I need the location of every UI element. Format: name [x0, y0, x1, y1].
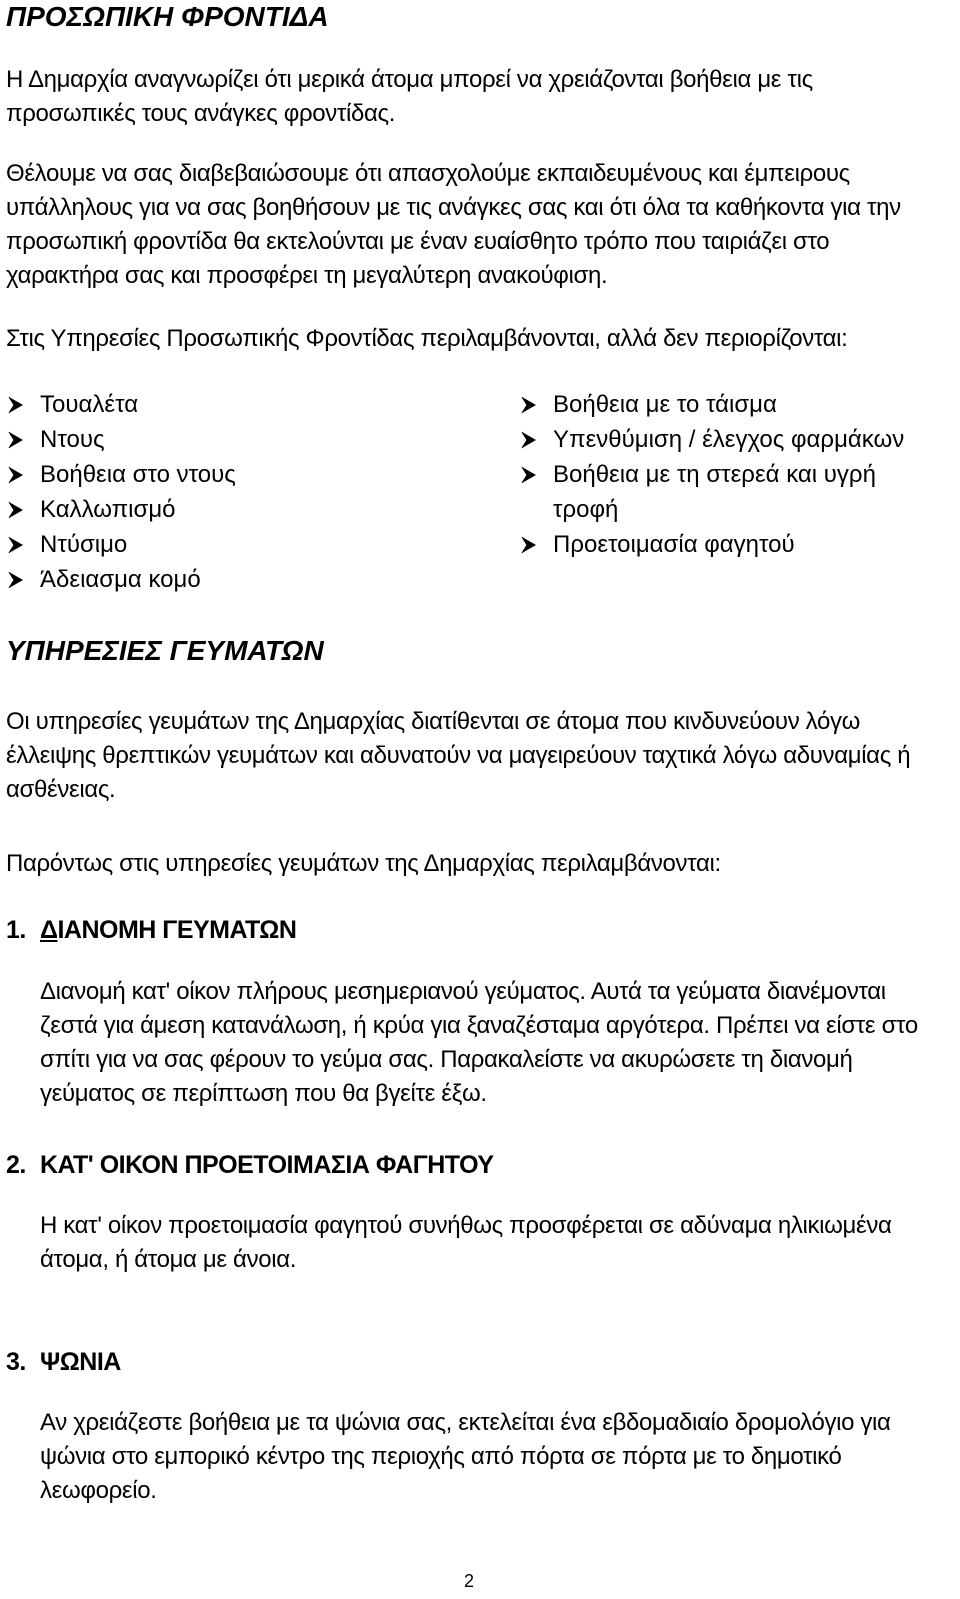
section-heading-home-cooking: [6, 1148, 494, 1182]
list-item-label: Τουαλέτα: [40, 391, 139, 418]
section-heading-text: ΚΑΤ' ΟΙΚΟΝ ΠΡΟΕΤΟΙΜΑΣΙΑ ΦΑΓΗΤΟΥ: [40, 1151, 494, 1179]
list-item: [6, 563, 486, 598]
list-item: [6, 423, 486, 458]
left-services-list: [6, 388, 486, 598]
list-item: [6, 528, 486, 563]
list-item-label: Ντύσιμο: [40, 531, 128, 558]
section-heading-text: ΨΩΝΙΑ: [40, 1348, 121, 1376]
arrow-bullet-icon: [6, 430, 26, 450]
list-item-label: Βοήθεια με το τάισμα: [553, 391, 777, 418]
section-heading-text: ΙΑΝΟΜΗ ΓΕΥΜΑΤΩΝ: [57, 916, 297, 944]
arrow-bullet-icon: [519, 465, 539, 485]
section-number: 3.: [6, 1348, 26, 1376]
list-item-label: Άδειασμα κομό: [40, 566, 201, 593]
list-item: [519, 458, 939, 493]
section-heading-initial: Δ: [40, 916, 58, 944]
list-item-label: Βοήθεια στο ντους: [40, 461, 236, 488]
list-item-label: Ντους: [40, 426, 105, 453]
list-item: [519, 423, 939, 458]
meal-services-intro: Οι υπηρεσίες γευμάτων της Δημαρχίας διατίθενται σε άτομα που κινδυνεύουν λόγω έλλειψης θρεπτικών γευμάτων και αδυνατούν να μαγειρεύουν ταχτικά λόγω αδυναμίας ή ασθένειας.: [6, 708, 911, 803]
arrow-bullet-icon: [6, 465, 26, 485]
arrow-bullet-icon: [6, 535, 26, 555]
section-heading-shopping: [6, 1345, 121, 1379]
services-intro: Στις Υπηρεσίες Προσωπικής Φροντίδας περιλαμβάνονται, αλλά δεν περιορίζονται:: [6, 325, 848, 352]
list-item-label: Προετοιμασία φαγητού: [553, 531, 795, 558]
arrow-bullet-icon: [6, 500, 26, 520]
personal-care-intro: Η Δημαρχία αναγνωρίζει ότι μερικά άτομα μπορεί να χρειάζονται βοήθεια με τις προσωπικές τους ανάγκες φροντίδας.: [6, 66, 813, 127]
list-item-continuation: [519, 493, 939, 528]
page-number: 2: [464, 1571, 475, 1591]
shopping-text: Αν χρειάζεστε βοήθεια με τα ψώνια σας, εκτελείται ένα εβδομαδιαίο δρομολόγιο για ψώνια στο εμπορικό κέντρο της περιοχής από πόρτα σε πόρτα με το δημοτικό λεωφορείο.: [40, 1409, 891, 1504]
meal-delivery-text: Διανομή κατ' οίκον πλήρους μεσημεριανού γεύματος. Αυτά τα γεύματα διανέμονται ζεστά για άμεση κατανάλωση, ή κρύα για ξαναζέσταμα αργότερα. Πρέπει να είστε στο σπίτι για να σας φέρουν το γεύμα σας. Παρακαλείστε να ακυρώσετε τη διανομή γεύματος σε περίπτωση που θα βγείτε έξω.: [40, 978, 918, 1107]
section-number: 1.: [6, 916, 26, 944]
home-cooking-text: Η κατ' οίκον προετοιμασία φαγητού συνήθως προσφέρεται σε αδύναμα ηλικιωμένα άτομα, ή άτομα με άνοια.: [40, 1212, 892, 1273]
section-number: 2.: [6, 1151, 26, 1179]
arrow-bullet-icon: [6, 395, 26, 415]
list-item-label: Βοήθεια με τη στερεά και υγρή: [553, 461, 876, 488]
meal-services-title: ΥΠΗΡΕΣΙΕΣ ΓΕΥΜΑΤΩΝ: [6, 635, 324, 666]
arrow-bullet-icon: [519, 395, 539, 415]
list-item-label: Καλλωπισμό: [40, 496, 176, 523]
list-item: [6, 388, 486, 423]
meal-services-includes: Παρόντως στις υπηρεσίες γευμάτων της Δημαρχίας περιλαμβάνονται:: [6, 850, 721, 877]
section-heading-meal-delivery: [6, 913, 296, 947]
personal-care-title: ΠΡΟΣΩΠΙΚΗ ΦΡΟΝΤΙΔΑ: [6, 1, 329, 32]
arrow-bullet-icon: [519, 430, 539, 450]
right-services-list: [519, 388, 939, 563]
list-item: [519, 388, 939, 423]
list-item: [6, 458, 486, 493]
list-item-label: τροφή: [553, 496, 619, 523]
arrow-bullet-icon: [6, 570, 26, 590]
list-item: [6, 493, 486, 528]
personal-care-body: Θέλουμε να σας διαβεβαιώσουμε ότι απασχολούμε εκπαιδευμένους και έμπειρους υπάλληλους για να σας βοηθήσουν με τις ανάγκες σας και ότι όλα τα καθήκοντα για την προσωπική φροντίδα θα εκτελούνται με έναν ευαίσθητο τρόπο που ταιριάζει στο χαρακτήρα σας και προσφέρει τη μεγαλύτερη ανακούφιση.: [6, 160, 901, 289]
arrow-bullet-icon: [519, 535, 539, 555]
list-item-label: Υπενθύμιση / έλεγχος φαρμάκων: [553, 426, 905, 453]
list-item: [519, 528, 939, 563]
